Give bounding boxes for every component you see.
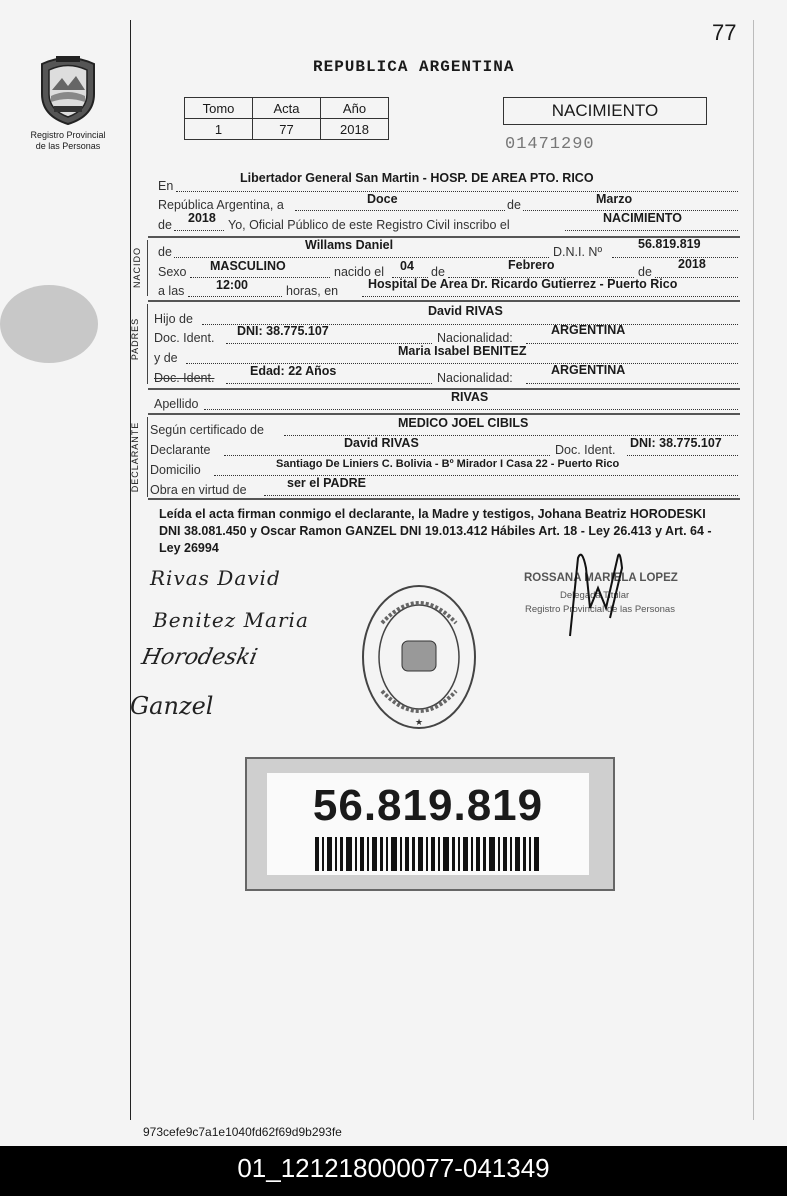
barcode-sticker <box>245 757 615 891</box>
birth-day: 04 <box>400 259 414 273</box>
child-name: Willams Daniel <box>305 238 394 252</box>
certifying-doctor: MEDICO JOEL CIBILS <box>398 416 529 430</box>
birth-de-label: de <box>431 265 445 279</box>
nationality-label: Nacionalidad: <box>437 331 513 345</box>
declarant-name: David RIVAS <box>344 436 419 450</box>
nacido-label: nacido el <box>334 265 385 279</box>
declarante-label: Declarante <box>150 443 211 457</box>
surname: RIVAS <box>451 390 489 404</box>
official-signature-icon <box>540 548 650 638</box>
value-acta: 77 <box>253 119 321 140</box>
signature-rivas: Rivas David <box>150 566 281 590</box>
document-title: REPUBLICA ARGENTINA <box>313 58 515 76</box>
birth-place: Hospital De Area Dr. Ricardo Gutierrez - Puerto Rico <box>368 277 678 291</box>
header-acta: Acta <box>253 98 321 119</box>
birth-de-label-2: de <box>638 265 652 279</box>
register-value-row <box>185 119 389 140</box>
act-type-box: NACIMIENTO <box>503 97 707 125</box>
mother-age: Edad: 22 Años <box>250 364 337 378</box>
sexo-label: Sexo <box>158 265 187 279</box>
name-de-label: de <box>158 245 172 259</box>
record-day: Doce <box>367 192 398 206</box>
officer-text: Yo, Oficial Público de este Registro Civil inscribo el <box>228 218 510 232</box>
register-header-row <box>185 98 389 119</box>
declarant-relation: ser el PADRE <box>287 476 366 490</box>
birth-month: Febrero <box>508 258 555 272</box>
obra-label: Obra en virtud de <box>150 483 247 497</box>
footer-id: 01_121218000077-041349 <box>0 1146 787 1196</box>
nationality-label-2: Nacionalidad: <box>437 371 513 385</box>
doc-label: Doc. Ident. <box>154 331 215 345</box>
inscribed-act: NACIMIENTO <box>603 211 682 225</box>
registry-seal-icon <box>360 583 478 731</box>
mother-name: Maria Isabel BENITEZ <box>398 344 527 358</box>
doc-label-3: Doc. Ident. <box>555 443 616 457</box>
declarant-address: Santiago De Liniers C. Bolivia - Bº Mirador I Casa 22 - Puerto Rico <box>276 458 620 470</box>
place-of-record: Libertador General San Martin - HOSP. DE AREA PTO. RICO <box>240 171 594 185</box>
section-label-padres: PADRES <box>130 317 140 361</box>
barcode-icon <box>315 837 541 871</box>
mother-nationality: ARGENTINA <box>551 363 626 377</box>
horas-label: horas, en <box>286 284 339 298</box>
republica-label: República Argentina, a <box>158 198 284 212</box>
official-role: Delegada Titular <box>560 590 630 601</box>
dni-label: D.N.I. Nº <box>553 245 603 259</box>
doc-label-2: Doc. Ident. <box>154 371 215 385</box>
section-bracket <box>147 417 148 497</box>
serial-number: 01471290 <box>505 135 595 154</box>
section-bracket <box>147 304 148 384</box>
section-divider <box>148 300 740 302</box>
domicilio-label: Domicilio <box>150 463 201 477</box>
section-divider <box>148 498 740 500</box>
section-label-declarante: DECLARANTE <box>130 421 140 493</box>
section-bracket <box>147 240 148 296</box>
father-name: David RIVAS <box>428 304 503 318</box>
value-ano: 2018 <box>321 119 389 140</box>
margin-rule <box>130 20 131 1120</box>
fingerprint-mark <box>0 285 98 363</box>
father-nationality: ARGENTINA <box>551 323 626 337</box>
official-name: ROSSANA MARIELA LOPEZ <box>524 572 678 584</box>
hijo-label: Hijo de <box>154 312 193 326</box>
svg-text:★: ★ <box>414 717 424 727</box>
provincial-emblem-icon <box>36 50 100 126</box>
signature-benitez: Benitez Maria <box>153 608 309 632</box>
child-dni: 56.819.819 <box>638 237 701 251</box>
dotted-line <box>295 198 505 211</box>
registry-line-2: de las Personas <box>35 141 101 151</box>
header-tomo: Tomo <box>185 98 253 119</box>
hora-label: a las <box>158 284 185 298</box>
birth-time: 12:00 <box>216 278 248 292</box>
value-tomo: 1 <box>185 119 253 140</box>
signature-horodeski: Horodeski <box>139 645 260 670</box>
closing-statement: Leída el acta firman conmigo el declarante, la Madre y testigos, Johana Beatriz HORODESKI DNI 38.081.450 y Oscar Ramon GANZEL DNI 19.013.412 Hábiles Art. 18 - Ley 26.413 y Art. 64 - Ley 26994 <box>159 507 712 555</box>
declarant-doc: DNI: 38.775.107 <box>630 436 722 450</box>
record-month: Marzo <box>596 192 633 206</box>
header-ano: Año <box>321 98 389 119</box>
barcode-panel <box>267 773 589 875</box>
de-label-2: de <box>158 218 172 232</box>
child-sex: MASCULINO <box>210 259 286 273</box>
record-year: 2018 <box>188 211 216 225</box>
de-label: de <box>507 198 521 212</box>
section-divider <box>148 388 740 390</box>
yde-label: y de <box>154 351 178 365</box>
birth-year: 2018 <box>678 257 706 271</box>
document-hash: 973cefe9c7a1e1040fd62f69d9b293fe <box>143 1125 342 1139</box>
registry-name <box>18 130 118 152</box>
registry-line-1: Registro Provincial <box>30 130 106 140</box>
margin-rule-right <box>753 20 754 1120</box>
section-divider <box>148 413 740 415</box>
apellido-label: Apellido <box>154 397 199 411</box>
en-label: En <box>158 179 174 193</box>
official-office: Registro Provincial de las Personas <box>525 604 675 615</box>
barcode-number: 56.819.819 <box>312 781 544 830</box>
register-table <box>184 97 389 140</box>
page-number: 77 <box>712 20 737 45</box>
signature-ganzel: Ganzel <box>130 692 214 720</box>
cert-label: Según certificado de <box>150 423 264 437</box>
father-doc: DNI: 38.775.107 <box>237 324 329 338</box>
section-label-nacido: NACIDO <box>132 246 142 288</box>
